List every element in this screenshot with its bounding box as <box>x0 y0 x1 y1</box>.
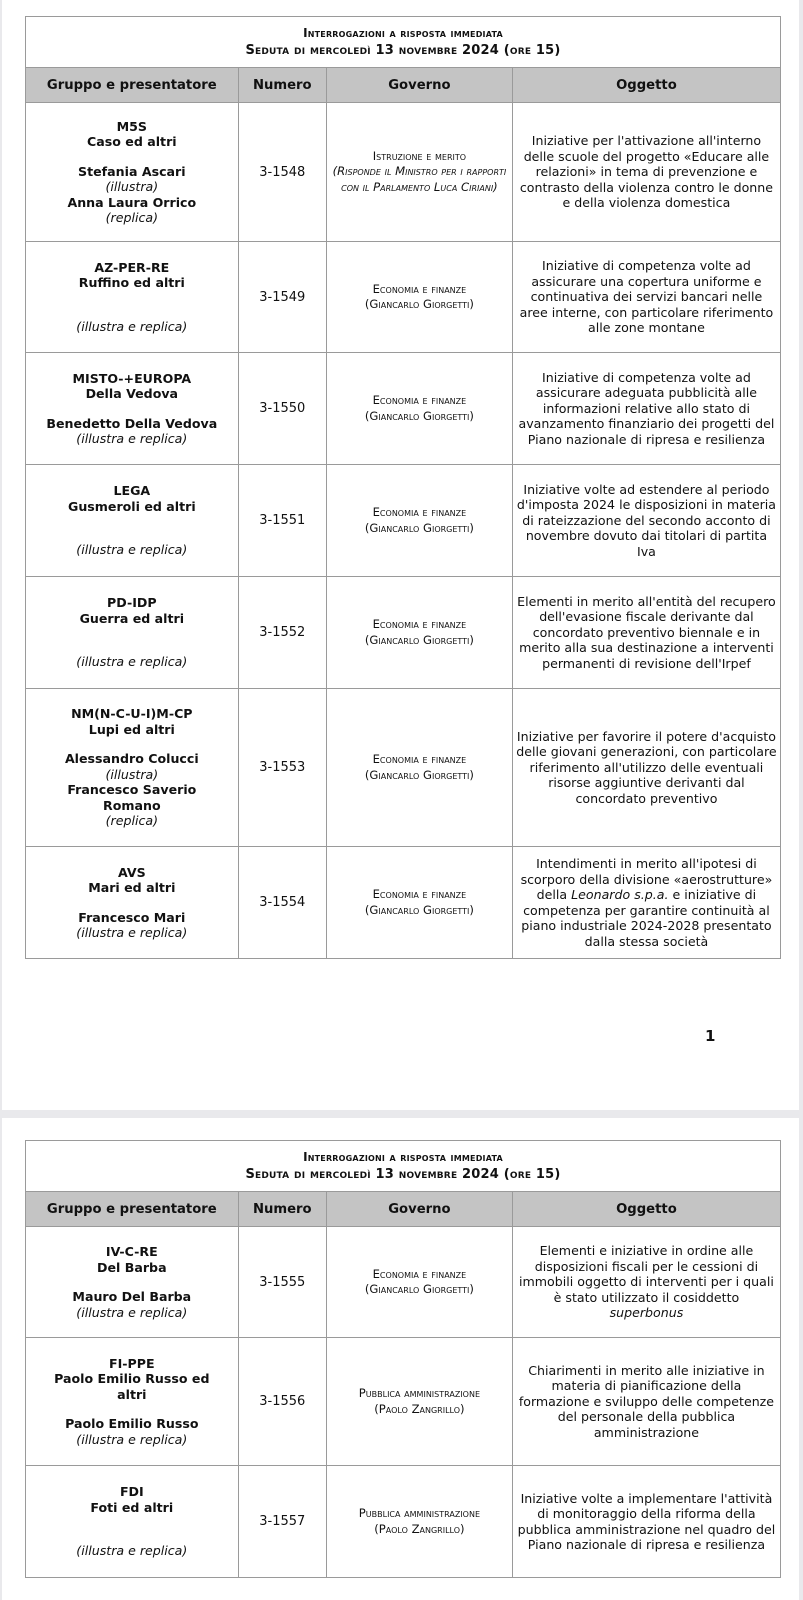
ministry-name: Economia e finanze <box>372 393 467 407</box>
questions-table-page-1 <box>25 16 781 959</box>
table-row <box>26 242 781 353</box>
presenter-name: Stefania Ascari <box>78 163 186 179</box>
group-name: FDI <box>119 1484 144 1500</box>
table-row <box>26 577 781 689</box>
question-number: 3-1553 <box>238 689 326 847</box>
group-name: M5S <box>116 118 147 134</box>
government-cell <box>326 577 512 689</box>
table-row <box>26 1338 781 1466</box>
subject-text: Elementi in merito all'entità del recupero dell'evasione fiscale derivante dal concordato preventivo biennale e in merito alla sua destinazione a interventi permanenti di revisione dell'Irpef <box>512 577 780 689</box>
subject-company-name: Leonardo s.p.a. <box>571 887 669 902</box>
government-cell <box>326 242 512 353</box>
group-cell <box>26 1338 239 1466</box>
subject-text <box>512 1227 780 1338</box>
subject-text: Iniziative volte ad estendere al periodo d'imposta 2024 le disposizioni in materia di rateizzazione del secondo acconto di novembre dovuto dai titolari di partita Iva <box>512 465 780 577</box>
question-number: 3-1554 <box>238 847 326 959</box>
group-name: AZ-PER-RE <box>94 259 170 275</box>
government-cell <box>326 1227 512 1338</box>
presenter-role: (illustra e replica) <box>76 318 188 334</box>
group-name: FI-PPE <box>109 1355 155 1371</box>
minister-name: (Paolo Zangrillo) <box>374 1521 465 1536</box>
government-cell <box>326 353 512 465</box>
minister-name: (Giancarlo Giorgetti) <box>364 767 474 782</box>
table-row <box>26 353 781 465</box>
subject-text-start: Elementi e iniziative in ordine alle disposizioni fiscali per le cessioni di immobili oggetto di interventi per i quali è stato utilizzato il cosiddetto <box>519 1243 774 1305</box>
group-name: LEGA <box>113 483 151 499</box>
group-cell <box>26 103 239 242</box>
group-cell <box>26 689 239 847</box>
presenter-name: Alessandro Colucci <box>64 751 199 767</box>
subject-text: Chiarimenti in merito alle iniziative in materia di pianificazione della formazione e sviluppo delle competenze del personale della pubblica amministrazione <box>512 1338 780 1466</box>
question-number: 3-1555 <box>238 1227 326 1338</box>
column-header-government: Governo <box>326 68 512 103</box>
first-signatory: Della Vedova <box>85 386 179 401</box>
presenter-role: (illustra e replica) <box>76 542 188 558</box>
ministry-name: Pubblica amministrazione <box>358 1386 481 1400</box>
presenter-name: Anna Laura Orrico <box>67 194 197 210</box>
subject-text-start: Intendimenti in merito all'ipotesi di scorporo della divisione «aerostrutture» della <box>520 856 773 902</box>
minister-name: (Giancarlo Giorgetti) <box>364 297 474 311</box>
government-cell <box>326 1466 512 1578</box>
subject-text: Iniziative per l'attivazione all'interno delle scuole del progetto «Educare alle relazioni» in tema di prevenzione e contrasto della violenza contro le donne e della violenza domestica <box>512 103 780 242</box>
first-signatory: Foti ed altri <box>90 1499 174 1515</box>
table-row <box>26 689 781 847</box>
minister-name: (Giancarlo Giorgetti) <box>364 520 474 535</box>
ministry-name: Pubblica amministrazione <box>358 1506 481 1520</box>
subject-text: Iniziative per favorire il potere d'acquisto delle giovani generazioni, con particolare riferimento all'utilizzo delle eventuali risorse aggiuntive derivanti dal concordato preventivo <box>512 689 780 847</box>
column-header-government: Governo <box>326 1192 512 1227</box>
presenter-name: Mauro Del Barba <box>72 1289 192 1304</box>
question-number: 3-1550 <box>238 353 326 465</box>
group-name: IV-C-RE <box>105 1244 158 1259</box>
first-signatory: Mari ed altri <box>88 880 176 895</box>
group-cell <box>26 847 239 959</box>
government-cell <box>326 465 512 577</box>
first-signatory: Paolo Emilio Russo ed altri <box>54 1371 210 1402</box>
table-row <box>26 103 781 242</box>
government-cell <box>326 689 512 847</box>
ministry-name: Economia e finanze <box>372 281 467 296</box>
ministry-name: Economia e finanze <box>372 505 467 519</box>
ministry-name: Istruzione e merito <box>372 148 467 163</box>
presenter-role: (illustra) <box>105 766 159 782</box>
government-cell <box>326 847 512 959</box>
group-name: MISTO-+EUROPA <box>72 370 192 386</box>
minister-name: (Risponde il Ministro per i rapporti con il Parlamento Luca Ciriani) <box>332 164 507 194</box>
presenter-role: (illustra e replica) <box>76 654 188 670</box>
group-name: PD-IDP <box>107 595 157 611</box>
ministry-name: Economia e finanze <box>372 887 467 901</box>
group-cell <box>26 465 239 577</box>
questions-table-page-2 <box>25 1140 781 1578</box>
question-number: 3-1551 <box>238 465 326 577</box>
presenter-role: (illustra e replica) <box>76 1304 188 1320</box>
subject-text-end: e iniziative di competenza per garantire continuità al piano industriale 2024-2028 presentato dalla stessa società <box>521 887 772 949</box>
presenter-name: Francesco Saverio Romano <box>67 782 197 813</box>
table-title <box>26 17 781 68</box>
minister-name: (Giancarlo Giorgetti) <box>364 632 474 647</box>
group-cell <box>26 353 239 465</box>
presenter-name: Benedetto Della Vedova <box>46 415 218 431</box>
table-header-row <box>26 68 781 103</box>
session-subtitle: Seduta di mercoledì 13 novembre 2024 (ore 15) <box>245 43 561 58</box>
presenter-role: (illustra e replica) <box>76 925 188 940</box>
table-row <box>26 847 781 959</box>
column-header-group: Gruppo e presentatore <box>26 1192 239 1227</box>
presenter-name: Paolo Emilio Russo <box>65 1416 199 1432</box>
table-row <box>26 1227 781 1338</box>
column-header-group: Gruppo e presentatore <box>26 68 239 103</box>
presenter-name: Francesco Mari <box>78 909 186 925</box>
subject-text: Iniziative volte a implementare l'attività di monitoraggio della riforma della pubblica amministrazione nel quadro del Piano nazionale di ripresa e resilienza <box>512 1466 780 1578</box>
column-header-number: Numero <box>238 68 326 103</box>
question-number: 3-1552 <box>238 577 326 689</box>
document-title: Interrogazioni a risposta immediata <box>303 1150 503 1164</box>
table-header-row <box>26 1192 781 1227</box>
column-header-subject: Oggetto <box>512 1192 780 1227</box>
first-signatory: Del Barba <box>97 1259 167 1275</box>
subject-term: superbonus <box>609 1305 684 1321</box>
presenter-role: (illustra e replica) <box>76 431 188 446</box>
presenter-role: (illustra e replica) <box>76 1431 188 1447</box>
ministry-name: Economia e finanze <box>372 1266 467 1281</box>
table-row <box>26 465 781 577</box>
presenter-role: (replica) <box>105 210 158 225</box>
presenter-role: (illustra) <box>105 179 159 194</box>
question-number: 3-1556 <box>238 1338 326 1466</box>
subject-text <box>512 847 780 959</box>
group-name: NM(N-C-U-I)M-CP <box>71 706 193 722</box>
group-cell <box>26 1466 239 1578</box>
presenter-role: (replica) <box>105 813 158 829</box>
table-title <box>26 1141 781 1192</box>
document-page-1 <box>2 0 799 1110</box>
first-signatory: Ruffino ed altri <box>78 275 185 291</box>
column-header-number: Numero <box>238 1192 326 1227</box>
subject-text: Iniziative di competenza volte ad assicurare adeguata pubblicità alle informazioni relative allo stato di avanzamento finanziario dei progetti del Piano nazionale di ripresa e resilienza <box>512 353 780 465</box>
group-cell <box>26 577 239 689</box>
ministry-name: Economia e finanze <box>372 617 467 631</box>
minister-name: (Giancarlo Giorgetti) <box>364 1282 474 1296</box>
first-signatory: Caso ed altri <box>87 134 177 149</box>
question-number: 3-1549 <box>238 242 326 353</box>
document-title: Interrogazioni a risposta immediata <box>303 26 503 40</box>
page-number: 1 <box>705 1027 716 1045</box>
question-number: 3-1557 <box>238 1466 326 1578</box>
first-signatory: Lupi ed altri <box>88 721 175 737</box>
group-name: AVS <box>117 864 146 880</box>
government-cell <box>326 103 512 242</box>
subject-text: Iniziative di competenza volte ad assicurare una copertura uniforme e continuativa dei servizi bancari nelle aree interne, con particolare riferimento alle zone montane <box>512 242 780 353</box>
first-signatory: Gusmeroli ed altri <box>67 498 196 514</box>
group-cell <box>26 1227 239 1338</box>
minister-name: (Paolo Zangrillo) <box>374 1401 465 1416</box>
minister-name: (Giancarlo Giorgetti) <box>364 902 474 917</box>
ministry-name: Economia e finanze <box>372 752 467 766</box>
question-number: 3-1548 <box>238 103 326 242</box>
first-signatory: Guerra ed altri <box>79 610 185 626</box>
group-cell <box>26 242 239 353</box>
column-header-subject: Oggetto <box>512 68 780 103</box>
minister-name: (Giancarlo Giorgetti) <box>364 408 474 423</box>
government-cell <box>326 1338 512 1466</box>
session-subtitle: Seduta di mercoledì 13 novembre 2024 (ore 15) <box>245 1167 561 1182</box>
presenter-role: (illustra e replica) <box>76 1543 188 1559</box>
table-row <box>26 1466 781 1578</box>
document-page-2 <box>2 1118 799 1600</box>
